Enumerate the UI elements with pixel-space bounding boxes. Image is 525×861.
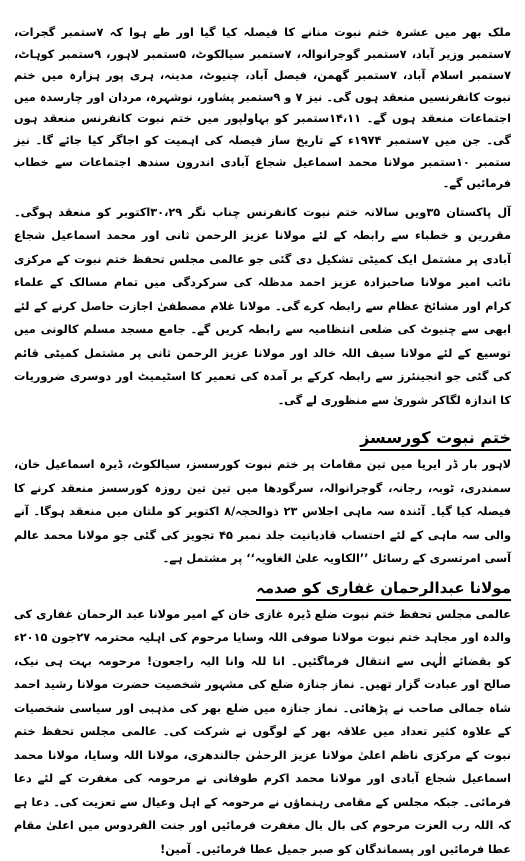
paragraph-ashra-khatm-nabuwat: ملک بھر میں عشرہ ختم نبوت منانے کا فیصلہ کیا گیا اور طے ہوا کہ ۷ستمبر گجرات، ۷ستمبر وزیر آباد، ۷ستمبر گوجرانوالہ، ۷ستمبر سیالکوٹ، ۵ستمبر لاہور، ۹ستمبر کوہاٹ، ۷ستمبر اسلام آباد، ۷ستمبر گھمن، فیصل آباد، چنیوٹ، مدینہ، ہری پور ہزارہ میں ختم نبوت کانفرنسیں منعقد ہوں گی۔ نیز ۷ و ۹ستمبر پشاور، نوشہرہ، مردان اور چارسدہ میں اجتماعات منعقد ہوں گے۔ ۱۴،۱۱ستمبر کو بہاولپور میں ختم نبوت کانفرنس منعقد ہوں گی۔ جن میں ۷ستمبر ۱۹۷۴ء کے تاریخ ساز فیصلہ کی اہمیت کو اجاگر کیا جائے گا۔ نیز ستمبر ۱۰ستمبر مولانا محمد اسماعیل شجاع آبادی اندرون سندھ اجتماعات سے خطاب فرمائیں گے۔	[14, 26, 512, 191]
paragraph-annual-conference: آل پاکستان ۳۵ویں سالانہ ختم نبوت کانفرنس چناب نگر ۳۰،۲۹اکتوبر کو منعقد ہوگی۔ مقررین و خطباء سے رابطہ کے لئے مولانا عزیز الرحمن ثانی اور محمد اسماعیل شجاع آبادی پر مشتمل ایک کمیٹی تشکیل دی گئی جو عالمی مجلس تحفظ ختم نبوت کے مرکزی نائب امیر مولانا صاحبزادہ عزیز احمد مدظلہ کی سرکردگی میں تمام مسالک کے علماء کرام اور مشائخ عظام سے رابطہ کرے گی۔ مولانا غلام مصطفیٰ اجازت حاصل کرنے کے لئے ابھی سے چنیوٹ کی ضلعی انتظامیہ سے رابطہ کریں گے۔ جامع مسجد مسلم کالونی میں توسیع کے لئے مولانا سیف اللہ خالد اور مولانا عزیز الرحمن ثانی پر مشتمل کمیٹی قائم کی گئی جو انجینئرز سے رابطہ کرکے بر آمدہ کی تعمیر کا اسٹیمیٹ اور دوسری ضروریات کا اندازہ لگاکر شوریٰ سے منظوری لے گی۔	[14, 205, 511, 407]
paragraph-condolence: عالمی مجلس تحفظ ختم نبوت ضلع ڈیرہ غازی خان کے امیر مولانا عبد الرحمان غفاری کی والدہ اور مجاہد ختم نبوت مولانا صوفی اللہ وسایا مرحوم کی اہلیہ محترمہ ۲۷جون ۲۰۱۵ء کو بقضائے الٰہی سے انتقال فرماگئیں۔ انا للہ وانا الیہ راجعون! مرحومہ بہت ہی نیک، صالح اور عبادت گزار تھیں۔ نماز جنازہ ضلع کی مشہور شخصیت حضرت مولانا رشید احمد شاہ جمالی صاحب نے پڑھائی۔ نماز جنازہ میں ضلع بھر کی مذہبی اور سیاسی شخصیات کے علاوہ کثیر تعداد میں علاقہ بھر کے لوگوں نے شرکت کی۔ عالمی مجلس تحفظ ختم نبوت کے مرکزی ناظم اعلیٰ مولانا عزیز الرحمٰن جالندھری، مولانا اللہ وسایا، مولانا محمد اسماعیل شجاع آبادی اور مولانا محمد اکرم طوفانی نے مرحومہ کی مغفرت کے لئے دعا فرمائی۔ جبکہ مجلس کے مقامی رہنماؤں نے مرحومہ کے اہل وعیال سے تعزیت کی۔ دعا ہے کہ اللہ رب العزت مرحوم کی بال بال مغفرت فرمائیں اور جنت الفردوس میں اعلیٰ مقام عطا فرمائیں اور پسماندگان کو صبر جمیل عطا فرمائیں۔ آمین!	[14, 607, 511, 856]
heading-condolence	[14, 579, 511, 597]
heading-khatm-nabuwat-courses	[14, 428, 511, 447]
paragraph-courses: لاہور بار ڈر ایریا میں تین مقامات پر ختم نبوت کورسسز، سیالکوٹ، ڈیرہ اسماعیل خان، سمندری، ٹوبہ، رجانہ، گوجرانوالہ، سرگودھا میں تین تین روزہ کورسسز منعقد کرنے کا فیصلہ کیا گیا۔ آئندہ سہ ماہی اجلاس ۲۳ ذوالحجہ/۸ اکتوبر کو ملتان میں منعقد ہوگا۔ آنے والی سہ ماہی کے لئے احتساب قادیانیت جلد نمبر ۴۵ تجویز کی گئی جو مولانا محمد عالم آسی امرتسری کے رسائل ’’الکاویہ علیٰ الغاویہ‘‘ پر مشتمل ہے۔	[14, 458, 511, 566]
heading-text: مولانا عبدالرحمان غفاری کو صدمہ	[256, 579, 511, 601]
heading-text: ختم نبوت کورسسز	[360, 428, 511, 451]
